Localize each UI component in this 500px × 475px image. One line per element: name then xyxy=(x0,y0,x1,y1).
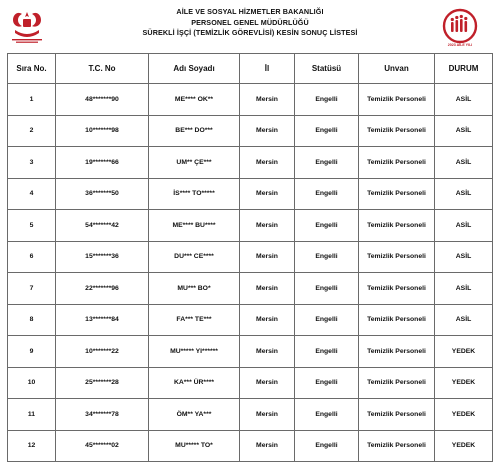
cell-tc-no: 48*******90 xyxy=(56,84,149,116)
cell-sira-no: 12 xyxy=(8,430,56,462)
cell-sira-no: 1 xyxy=(8,84,56,116)
cell-statusu: Engelli xyxy=(295,336,359,368)
cell-sira-no: 5 xyxy=(8,210,56,242)
cell-sira-no: 7 xyxy=(8,273,56,305)
cell-unvan: Temizlik Personeli xyxy=(359,178,435,210)
table-row xyxy=(8,399,493,431)
cell-durum: YEDEK xyxy=(435,430,493,462)
cell-il: Mersin xyxy=(240,178,295,210)
column-header-sira-no: Sıra No. xyxy=(8,54,56,84)
cell-adi-soyadi: UM** ÇE*** xyxy=(149,147,240,179)
ministry-logo-icon xyxy=(10,8,44,44)
cell-durum: ASİL xyxy=(435,273,493,305)
cell-unvan: Temizlik Personeli xyxy=(359,367,435,399)
cell-statusu: Engelli xyxy=(295,304,359,336)
cell-tc-no: 45*******02 xyxy=(56,430,149,462)
cell-unvan: Temizlik Personeli xyxy=(359,115,435,147)
cell-sira-no: 2 xyxy=(8,115,56,147)
cell-unvan: Temizlik Personeli xyxy=(359,273,435,305)
header-line-directorate: PERSONEL GENEL MÜDÜRLÜĞÜ xyxy=(191,17,309,27)
cell-unvan: Temizlik Personeli xyxy=(359,430,435,462)
cell-il: Mersin xyxy=(240,399,295,431)
cell-durum: ASİL xyxy=(435,178,493,210)
table-row xyxy=(8,147,493,179)
cell-statusu: Engelli xyxy=(295,241,359,273)
cell-il: Mersin xyxy=(240,430,295,462)
cell-unvan: Temizlik Personeli xyxy=(359,336,435,368)
table-body xyxy=(8,84,493,462)
cell-adi-soyadi: BE*** DO*** xyxy=(149,115,240,147)
table-row xyxy=(8,178,493,210)
cell-durum: YEDEK xyxy=(435,336,493,368)
header-title-block xyxy=(60,7,440,39)
cell-adi-soyadi: ME**** OK** xyxy=(149,84,240,116)
cell-sira-no: 10 xyxy=(8,367,56,399)
cell-adi-soyadi: KA*** ÜR**** xyxy=(149,367,240,399)
cell-sira-no: 8 xyxy=(8,304,56,336)
cell-il: Mersin xyxy=(240,304,295,336)
table-row xyxy=(8,367,493,399)
table-row xyxy=(8,273,493,305)
table-row xyxy=(8,304,493,336)
cell-sira-no: 3 xyxy=(8,147,56,179)
column-header-il: İl xyxy=(240,54,295,84)
cell-durum: YEDEK xyxy=(435,367,493,399)
cell-statusu: Engelli xyxy=(295,210,359,242)
cell-adi-soyadi: ÖM** YA*** xyxy=(149,399,240,431)
cell-il: Mersin xyxy=(240,84,295,116)
cell-tc-no: 10*******98 xyxy=(56,115,149,147)
cell-tc-no: 25*******28 xyxy=(56,367,149,399)
cell-unvan: Temizlik Personeli xyxy=(359,210,435,242)
cell-statusu: Engelli xyxy=(295,84,359,116)
cell-unvan: Temizlik Personeli xyxy=(359,399,435,431)
document-header xyxy=(0,0,500,52)
cell-adi-soyadi: MU***** YI****** xyxy=(149,336,240,368)
table-row xyxy=(8,430,493,462)
cell-il: Mersin xyxy=(240,273,295,305)
cell-statusu: Engelli xyxy=(295,399,359,431)
cell-tc-no: 15*******36 xyxy=(56,241,149,273)
cell-il: Mersin xyxy=(240,241,295,273)
cell-unvan: Temizlik Personeli xyxy=(359,304,435,336)
cell-sira-no: 4 xyxy=(8,178,56,210)
cell-sira-no: 6 xyxy=(8,241,56,273)
header-line-list-title: SÜREKLİ İŞÇİ (TEMİZLİK GÖREVLİSİ) KESİN SONUÇ LİSTESİ xyxy=(142,28,358,37)
cell-durum: YEDEK xyxy=(435,399,493,431)
table-header-row xyxy=(8,54,493,84)
cell-tc-no: 34*******78 xyxy=(56,399,149,431)
table-row xyxy=(8,336,493,368)
cell-statusu: Engelli xyxy=(295,273,359,305)
cell-adi-soyadi: MU*** BO* xyxy=(149,273,240,305)
table-row xyxy=(8,241,493,273)
table-row xyxy=(8,210,493,242)
table-row xyxy=(8,84,493,116)
family-year-caption: 2023 AİLE YILI xyxy=(447,43,473,47)
cell-tc-no: 10*******22 xyxy=(56,336,149,368)
cell-il: Mersin xyxy=(240,147,295,179)
cell-unvan: Temizlik Personeli xyxy=(359,147,435,179)
cell-tc-no: 13*******84 xyxy=(56,304,149,336)
cell-adi-soyadi: MU***** TO* xyxy=(149,430,240,462)
cell-il: Mersin xyxy=(240,367,295,399)
cell-tc-no: 22*******96 xyxy=(56,273,149,305)
cell-tc-no: 36*******50 xyxy=(56,178,149,210)
cell-tc-no: 19*******66 xyxy=(56,147,149,179)
cell-durum: ASİL xyxy=(435,241,493,273)
cell-statusu: Engelli xyxy=(295,367,359,399)
cell-il: Mersin xyxy=(240,115,295,147)
cell-sira-no: 9 xyxy=(8,336,56,368)
cell-durum: ASİL xyxy=(435,210,493,242)
cell-il: Mersin xyxy=(240,210,295,242)
column-header-unvan: Unvan xyxy=(359,54,435,84)
cell-unvan: Temizlik Personeli xyxy=(359,241,435,273)
cell-il: Mersin xyxy=(240,336,295,368)
cell-adi-soyadi: ME**** BU**** xyxy=(149,210,240,242)
cell-sira-no: 11 xyxy=(8,399,56,431)
cell-durum: ASİL xyxy=(435,147,493,179)
cell-durum: ASİL xyxy=(435,304,493,336)
table-row xyxy=(8,115,493,147)
cell-adi-soyadi: DU*** CE**** xyxy=(149,241,240,273)
cell-adi-soyadi: İS**** TO***** xyxy=(149,178,240,210)
column-header-durum: DURUM xyxy=(435,54,493,84)
cell-statusu: Engelli xyxy=(295,147,359,179)
cell-statusu: Engelli xyxy=(295,115,359,147)
cell-unvan: Temizlik Personeli xyxy=(359,84,435,116)
cell-tc-no: 54*******42 xyxy=(56,210,149,242)
cell-adi-soyadi: FA*** TE*** xyxy=(149,304,240,336)
column-header-tc-no: T.C. No xyxy=(56,54,149,84)
cell-durum: ASİL xyxy=(435,84,493,116)
cell-statusu: Engelli xyxy=(295,178,359,210)
cell-durum: ASİL xyxy=(435,115,493,147)
results-table xyxy=(7,53,493,462)
cell-statusu: Engelli xyxy=(295,430,359,462)
column-header-statusu: Statüsü xyxy=(295,54,359,84)
column-header-adi-soyadi: Adı Soyadı xyxy=(149,54,240,84)
header-line-ministry: AİLE VE SOSYAL HİZMETLER BAKANLIĞI xyxy=(176,7,324,16)
